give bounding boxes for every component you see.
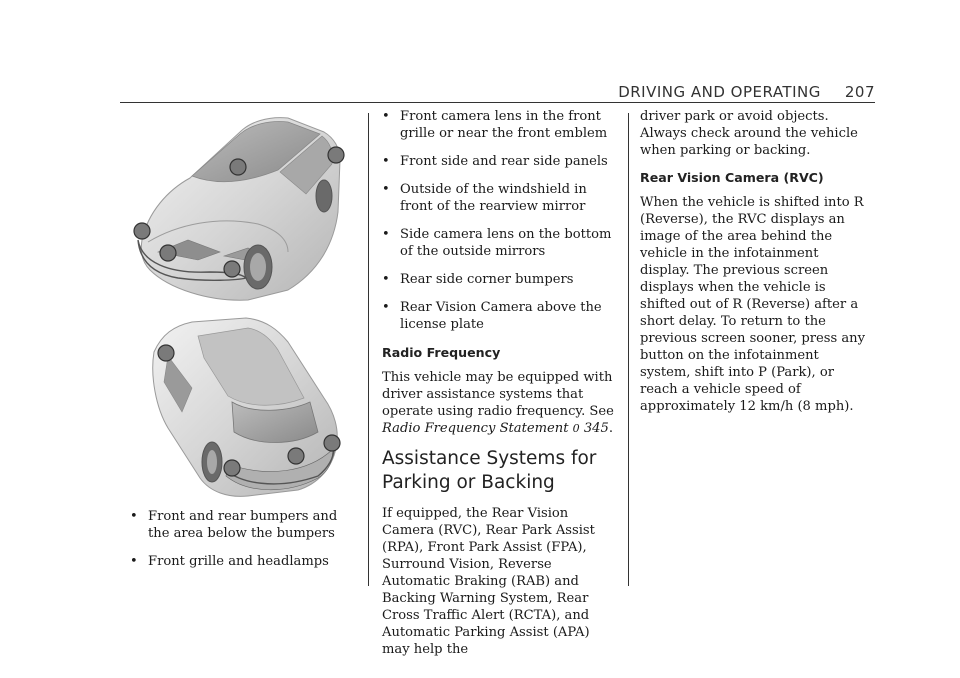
bullet-icon: • xyxy=(130,554,138,569)
radio-frequency-heading: Radio Frequency xyxy=(382,345,501,360)
list-item xyxy=(130,508,360,542)
bullet-icon: • xyxy=(382,109,390,124)
radio-frequency-link[interactable]: Radio Frequency Statement xyxy=(382,421,569,436)
radio-text: This vehicle may be equipped with driver assistance systems that operate using radio frequency. See xyxy=(382,370,614,419)
sensor-marker xyxy=(324,435,340,451)
radio-end: . xyxy=(608,421,613,436)
sensor-marker xyxy=(224,460,240,476)
list-item xyxy=(382,181,614,215)
section-title: DRIVING AND OPERATING xyxy=(618,83,821,101)
bullet-text: Rear side corner bumpers xyxy=(400,272,574,287)
continued-paragraph: driver park or avoid objects. Always check around the vehicle when parking or backing. xyxy=(640,109,858,158)
column-divider xyxy=(368,113,369,586)
list-item xyxy=(382,271,614,288)
radio-frequency-paragraph xyxy=(382,369,614,437)
bullet-icon: • xyxy=(382,154,390,169)
front-car-illustration xyxy=(134,118,344,301)
rvc-paragraph: When the vehicle is shifted into R (Reverse), the RVC displays an image of the area behind the vehicle in the infotainment display. The previous screen displays when the vehicle is shifted out of R (Reverse) after a short delay. To return to the previous screen sooner, press any button on the infotainment system, shift into P (Park), or reach a vehicle speed of approximately 12 km/h (8 mph). xyxy=(640,195,866,414)
list-item xyxy=(382,299,614,333)
header-rule xyxy=(120,102,875,103)
list-item xyxy=(382,153,614,170)
page-header xyxy=(0,0,960,110)
section-paragraph: If equipped, the Rear Vision Camera (RVC), Rear Park Assist (RPA), Front Park Assist (FPA), Surround Vision, Reverse Automatic Braking (RAB) and Backing Warning System, Rear Cross Traffic Alert (RCTA), and Automatic Parking Assist (APA) may help the xyxy=(382,506,595,657)
bullet-text: Front grille and headlamps xyxy=(148,554,329,569)
bullet-text: Rear Vision Camera above the license plate xyxy=(400,300,602,332)
page-number: 207 xyxy=(844,83,875,101)
rear-car-illustration xyxy=(153,318,340,496)
vehicle-sensor-figure xyxy=(128,112,360,504)
list-item xyxy=(382,108,614,142)
bullet-icon: • xyxy=(382,227,390,242)
bullet-icon: • xyxy=(382,182,390,197)
bullet-icon: • xyxy=(382,272,390,287)
sensor-marker xyxy=(328,147,344,163)
column-divider xyxy=(628,113,629,586)
sensor-marker xyxy=(288,448,304,464)
section-heading: Assistance Systems for Parking or Backing xyxy=(382,448,597,493)
sensor-marker xyxy=(158,345,174,361)
page-ref-number[interactable]: 345 xyxy=(583,421,609,436)
column-2-text xyxy=(382,108,614,668)
sensor-marker xyxy=(160,245,176,261)
running-header xyxy=(618,83,875,101)
sensor-marker xyxy=(224,261,240,277)
column-1-text xyxy=(130,508,360,581)
bullet-text: Front side and rear side panels xyxy=(400,154,608,169)
bullet-text: Front camera lens in the front grille or near the front emblem xyxy=(400,109,608,141)
list-item xyxy=(130,553,360,570)
sensor-marker xyxy=(134,223,150,239)
bullet-text: Outside of the windshield in front of the rearview mirror xyxy=(400,182,587,214)
bullet-icon: • xyxy=(130,509,138,524)
rvc-heading: Rear Vision Camera (RVC) xyxy=(640,170,824,185)
bullet-text: Front and rear bumpers and the area below the bumpers xyxy=(148,509,338,541)
page-ref-icon: 0 xyxy=(572,422,580,435)
list-item xyxy=(382,226,614,260)
bullet-text: Side camera lens on the bottom of the outside mirrors xyxy=(400,227,612,259)
bullet-icon: • xyxy=(382,300,390,315)
column-3-text xyxy=(640,108,872,425)
sensor-marker xyxy=(230,159,246,175)
